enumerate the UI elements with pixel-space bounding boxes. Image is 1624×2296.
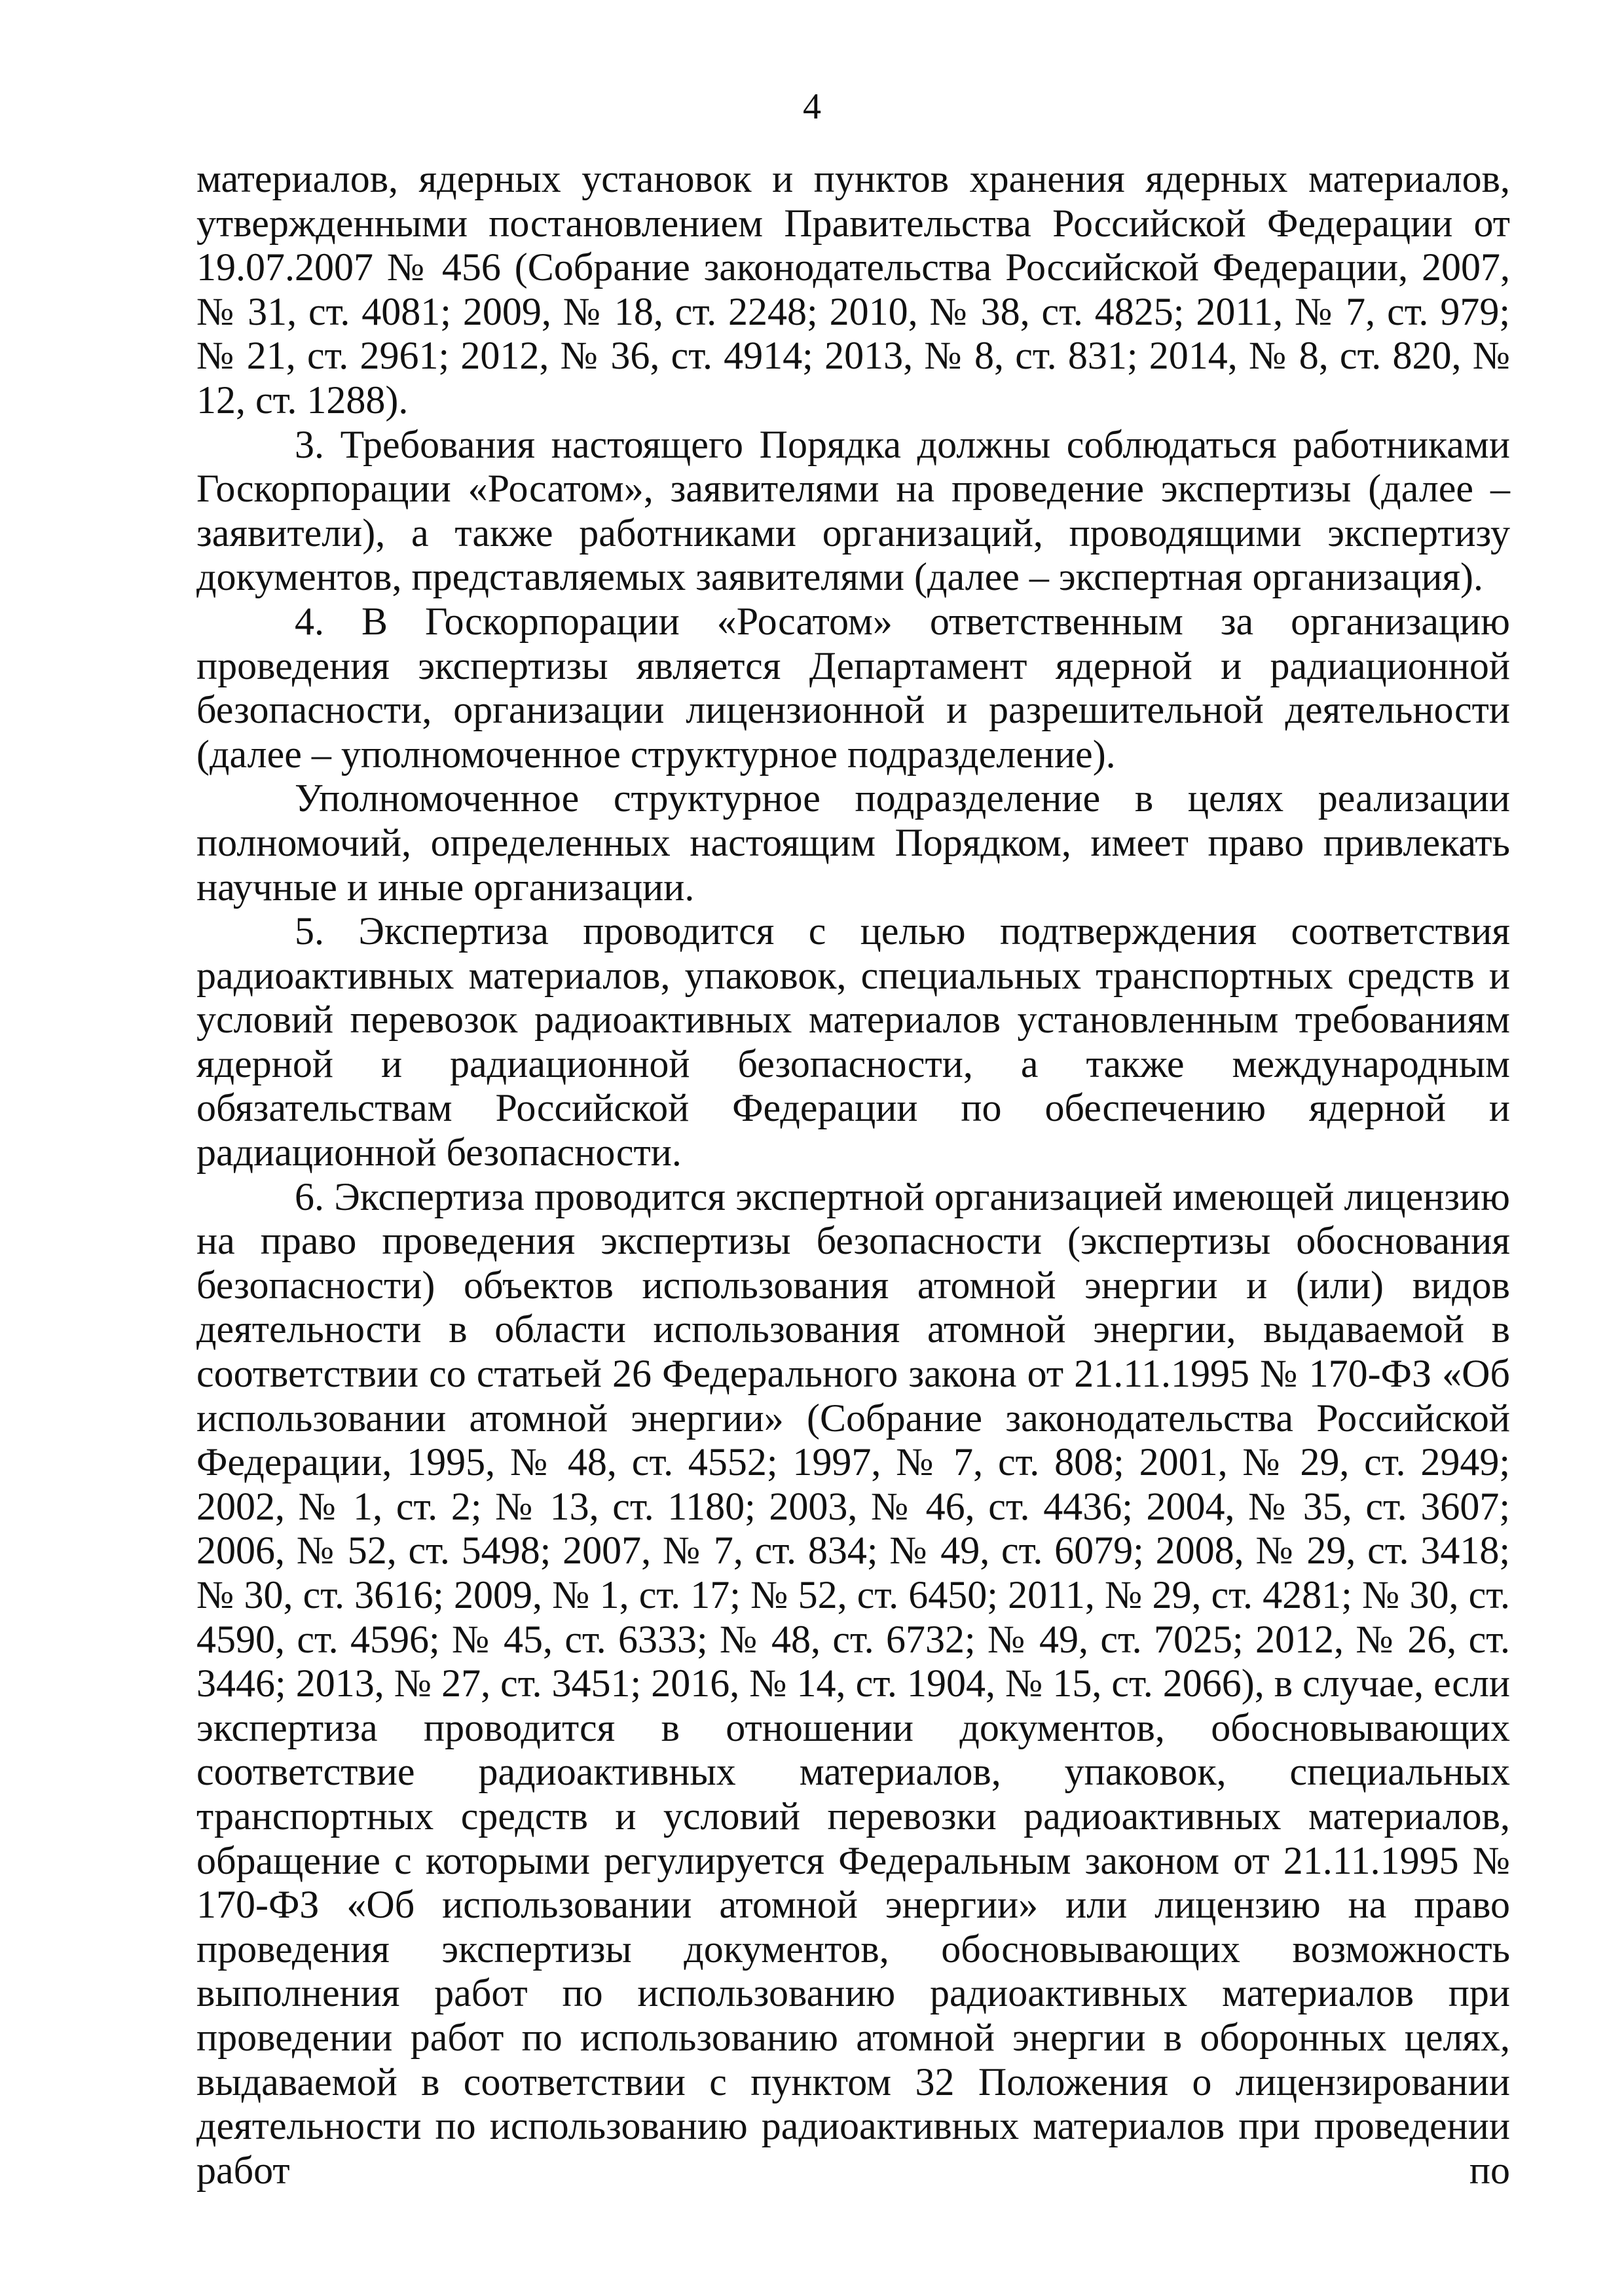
paragraph-item-4: 4. В Госкорпорации «Росатом» ответственным за организацию проведения экспертизы является Департамент ядерной и радиационной безопасности, организации лицензионной и разрешительной деятельности (далее – уполномоченное структурное подразделение).: [196, 599, 1510, 776]
paragraph-item-5: 5. Экспертиза проводится с целью подтверждения соответствия радиоактивных материалов, упаковок, специальных транспортных средств и условий перевозок радиоактивных материалов установленным требованиям ядерной и радиационной безопасности, а также международным обязательствам Российской Федерации по обеспечению ядерной и радиационной безопасности.: [196, 909, 1510, 1175]
document-body: [196, 157, 1510, 2193]
paragraph-item-3: 3. Требования настоящего Порядка должны соблюдаться работниками Госкорпорации «Росатом», заявителями на проведение экспертизы (далее – заявители), а также работниками организаций, проводящими экспертизу документов, представляемых заявителями (далее – экспертная организация).: [196, 422, 1510, 599]
paragraph-authorized-unit: Уполномоченное структурное подразделение в целях реализации полномочий, определенных настоящим Порядком, имеет право привлекать научные и иные организации.: [196, 776, 1510, 909]
paragraph-continuation: материалов, ядерных установок и пунктов хранения ядерных материалов, утвержденными постановлением Правительства Российской Федерации от 19.07.2007 № 456 (Собрание законодательства Российской Федерации, 2007, № 31, ст. 4081; 2009, № 18, ст. 2248; 2010, № 38, ст. 4825; 2011, № 7, ст. 979; № 21, ст. 2961; 2012, № 36, ст. 4914; 2013, № 8, ст. 831; 2014, № 8, ст. 820, № 12, ст. 1288).: [196, 157, 1510, 422]
paragraph-item-6: 6. Экспертиза проводится экспертной организацией имеющей лицензию на право проведения экспертизы безопасности (экспертизы обоснования безопасности) объектов использования атомной энергии и (или) видов деятельности в области использования атомной энергии, выдаваемой в соответствии со статьей 26 Федерального закона от 21.11.1995 № 170-ФЗ «Об использовании атомной энергии» (Собрание законодательства Российской Федерации, 1995, № 48, ст. 4552; 1997, № 7, ст. 808; 2001, № 29, ст. 2949; 2002, № 1, ст. 2; № 13, ст. 1180; 2003, № 46, ст. 4436; 2004, № 35, ст. 3607; 2006, № 52, ст. 5498; 2007, № 7, ст. 834; № 49, ст. 6079; 2008, № 29, ст. 3418; № 30, ст. 3616; 2009, № 1, ст. 17; № 52, ст. 6450; 2011, № 29, ст. 4281; № 30, ст. 4590, ст. 4596; № 45, ст. 6333; № 48, ст. 6732; № 49, ст. 7025; 2012, № 26, ст. 3446; 2013, № 27, ст. 3451; 2016, № 14, ст. 1904, № 15, ст. 2066), в случае, если экспертиза проводится в отношении документов, обосновывающих соответствие радиоактивных материалов, упаковок, специальных транспортных средств и условий перевозки радиоактивных материалов, обращение с которыми регулируется Федеральным законом от 21.11.1995 № 170-ФЗ «Об использовании атомной энергии» или лицензию на право проведения экспертизы документов, обосновывающих возможность выполнения работ по использованию радиоактивных материалов при проведении работ по использованию атомной энергии в оборонных целях, выдаваемой в соответствии с пунктом 32 Положения о лицензировании деятельности по использованию радиоактивных материалов при проведении работ по: [196, 1175, 1510, 2192]
page-number: 4: [803, 86, 821, 127]
